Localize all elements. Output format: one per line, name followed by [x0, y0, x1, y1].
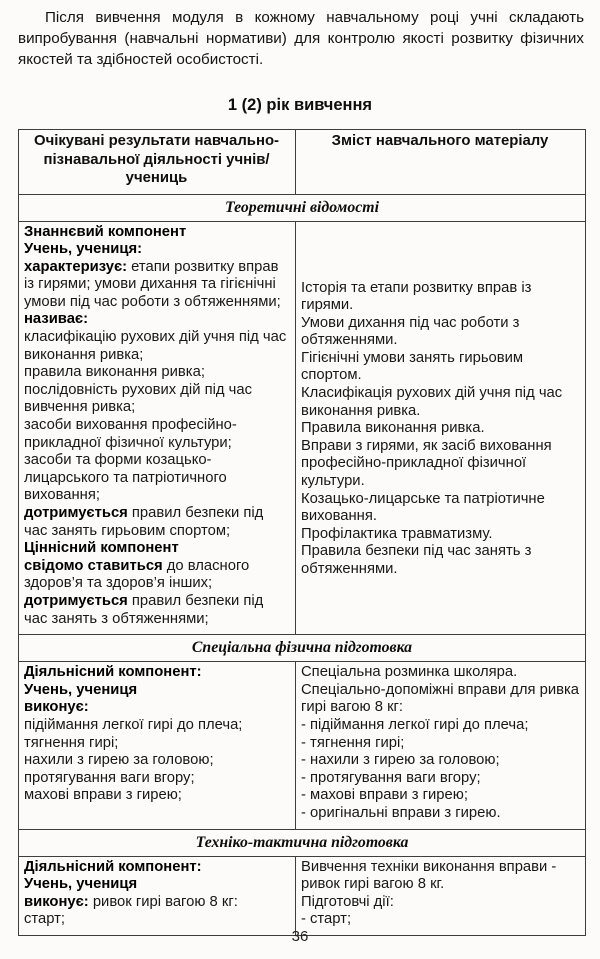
left-item: виконує: ривок гирі вагою 8 кг: [24, 893, 238, 910]
right-item: Правила виконання ривка. [301, 420, 485, 437]
right-item: Спеціально-допоміжні вправи для ривка гирі вагою 8 кг: [301, 681, 579, 716]
page-heading: 1 (2) рік вивчення [227, 96, 373, 114]
left-item: Учень, учениця [24, 681, 138, 698]
right-item: - махові вправи з гирею; [301, 787, 468, 804]
right-item: - нахили з гирею за головою; [301, 752, 500, 769]
left-item: свідомо ставиться до власного здоров’я та здоров’я інших; [24, 557, 250, 592]
expected-results-cell [19, 662, 296, 829]
right-item: Спеціальна розминка школяра. [301, 664, 518, 681]
right-item: - протягування ваги вгору; [301, 769, 481, 786]
content-cell [296, 221, 586, 635]
left-item: дотримується правил безпеки під час занять гирьовим спортом; [24, 505, 264, 539]
left-item: дотримується правил безпеки під час занять з обтяженнями; [24, 592, 264, 627]
curriculum-table [18, 129, 586, 936]
right-item: - оригінальні вправи з гирею. [301, 804, 501, 821]
right-item: - тягнення гирі; [301, 734, 405, 751]
left-item: тягнення гирі; [24, 734, 119, 751]
table-header-right: Зміст навчального матеріалу [296, 130, 586, 195]
section-row [19, 829, 586, 856]
left-item: засоби виховання професійно-прикладної фізичної культури; [24, 417, 237, 451]
left-item: правила виконання ривка; [24, 364, 205, 381]
right-item: - підіймання легкої гирі до плеча; [301, 716, 529, 733]
right-item: Умови дихання під час роботи з обтяженнями. [301, 314, 520, 349]
right-item: Правила безпеки під час занять з обтяженнями. [301, 543, 532, 577]
left-item: послідовність рухових дій під час вивчення ривка; [24, 381, 252, 416]
section-body-row [19, 856, 586, 935]
section-body-row [19, 221, 586, 635]
left-item: підіймання легкої гирі до плеча; [24, 716, 243, 733]
section-row [19, 635, 586, 662]
intro-paragraph: Після вивчення модуля в кожному навчальному році учні складають випробування (навчальні нормативи) для контролю якості розвитку фізичних якостей та здібностей особистості. [18, 9, 584, 68]
left-item: засоби та форми козацько-лицарського та патріотичного виховання; [24, 452, 227, 504]
left-item: класифікацію рухових дій учня під час виконання ривка; [24, 329, 287, 363]
content-cell [296, 662, 586, 829]
right-item: Підготовчі дії: [301, 893, 394, 910]
left-item: характеризує: етапи розвитку вправ із гирями; умови дихання та гігієнічні умови під час роботи з обтяженнями; [24, 258, 281, 310]
left-item: Учень, учениця: [24, 241, 143, 258]
left-item: махові вправи з гирею; [24, 787, 182, 804]
left-item: протягування ваги вгору; [24, 769, 195, 786]
left-item: Діяльнісний компонент: [24, 664, 202, 681]
right-item: Вивчення техніки виконання вправи - ривок гирі вагою 8 кг. [301, 858, 557, 893]
left-item: називає: [24, 311, 89, 328]
table-header-left: Очікувані результати навчально-пізнавальної діяльності учнів/учениць [19, 130, 296, 195]
left-item: нахили з гирею за головою; [24, 752, 214, 769]
content-cell [296, 856, 586, 935]
section-title: Теоретичні відомості [19, 194, 586, 221]
right-item: Історія та етапи розвитку вправ із гирями. [301, 279, 532, 314]
right-item: Козацько-лицарське та патріотичне виховання. [301, 490, 545, 525]
table-header-row [19, 130, 586, 195]
left-item: виконує: [24, 699, 89, 716]
page-number: 36 [291, 928, 309, 945]
section-title: Техніко-тактична підготовка [19, 829, 586, 856]
section-body-row [19, 662, 586, 829]
expected-results-cell [19, 856, 296, 935]
left-item: Учень, учениця [24, 876, 138, 893]
right-item: Вправи з гирями, як засіб виховання професійно-прикладної фізичної культури. [301, 437, 552, 490]
section-title: Спеціальна фізична підготовка [19, 635, 586, 662]
left-item: Діяльнісний компонент: [24, 858, 202, 875]
left-item: старт; [24, 911, 66, 928]
left-item: Ціннісний компонент [24, 540, 179, 557]
table-body [19, 130, 586, 936]
left-item: Знаннєвий компонент [24, 223, 187, 240]
section-row [19, 194, 586, 221]
right-item: - старт; [301, 911, 352, 928]
right-item: Класифікація рухових дій учня під час виконання ривка. [301, 385, 563, 419]
right-item: Профілактика травматизму. [301, 525, 493, 542]
expected-results-cell [19, 221, 296, 635]
right-item: Гігієнічні умови занять гирьовим спортом. [301, 349, 524, 384]
